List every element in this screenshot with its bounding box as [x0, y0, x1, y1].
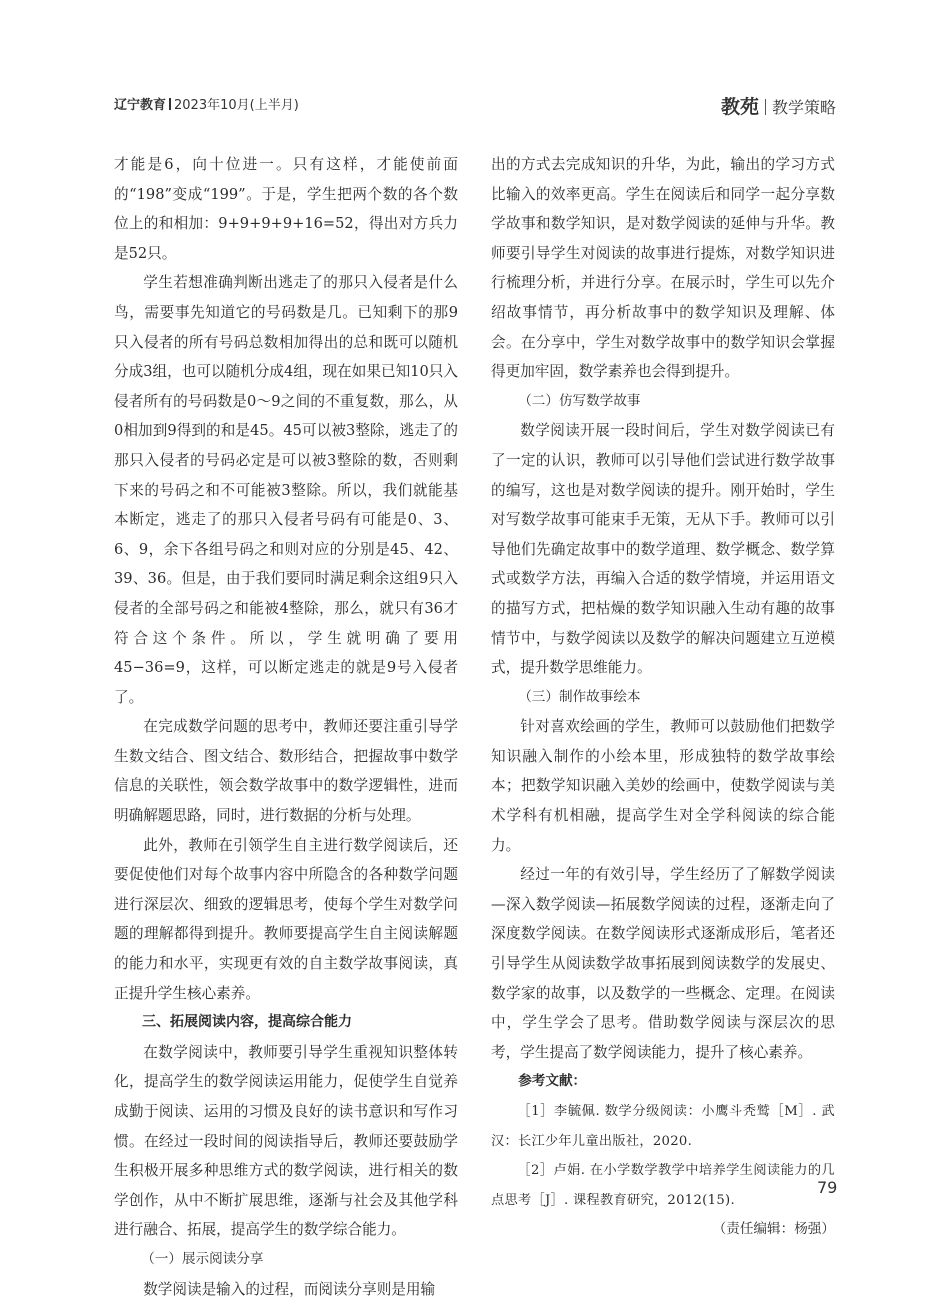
- paragraph: 数学阅读开展一段时间后，学生对数学阅读已有了一定的认识，教师可以引导他们尝试进行数学故事的编写，这也是对数学阅读的提升。刚开始时，学生对写数学故事可能束手无策，无从下手。教师可以引导他们先确定故事中的数学道理、数学概念、数学算式或数学方法，再编入合适的数学情境，并运用语文的描写方式，把枯燥的数学知识融入生动有趣的故事情节中，与数学阅读以及数学的解决问题建立互逆模式，提升数学思维能力。: [491, 422, 835, 677]
- subsection-heading: （三）制作故事绘本: [518, 688, 641, 705]
- paragraph: 数学阅读是输入的过程，而阅读分享则是用输: [143, 1280, 436, 1298]
- section-divider: [765, 99, 766, 115]
- paragraph: 在数学阅读中，教师要引导学生重视知识整体转化，提高学生的数学阅读运用能力，促使学生自觉养成勤于阅读、运用的习惯及良好的读书意识和写作习惯。在经过一段时间的阅读指导后，教师还要鼓励学生积极开展多种思维方式的数学阅读，进行相关的数学创作，从中不断扩展思维，逐渐与社会及其他学科进行融合、拓展，提高学生的数学综合能力。: [114, 1043, 458, 1239]
- references-heading: 参考文献：: [518, 1073, 587, 1090]
- paragraph: 针对喜欢绘画的学生，教师可以鼓励他们把数学知识融入制作的小绘本里，形成独特的数学故事绘本；把数学知识融入美妙的绘画中，使数学阅读与美术学科有机相融，提高学生对全学科阅读的综合能力。: [491, 718, 835, 854]
- section-heading: 三、拓展阅读内容，提高综合能力: [142, 1014, 352, 1031]
- right-column: [491, 150, 838, 1245]
- section-main: 教苑: [720, 96, 759, 118]
- paragraph: 才能是6，向十位进一。只有这样，才能使前面的“198”变成“199”。于是，学生把两个数的各个数位上的和相加：9+9+9+9+16=52，得出对方兵力是52只。: [114, 156, 458, 262]
- reference-item: ［1］李毓佩. 数学分级阅读：小鹰斗秃鹫［M］. 武汉：长江少年儿童出版社，2020.: [491, 1104, 835, 1149]
- section-sub: 教学策略: [771, 98, 836, 117]
- section-header: [721, 92, 836, 119]
- journal-header: [114, 94, 299, 113]
- header-divider: [169, 98, 171, 110]
- subsection-heading: （二）仿写数学故事: [518, 392, 641, 409]
- page-number: 79: [817, 1178, 838, 1197]
- paragraph: 经过一年的有效引导，学生经历了了解数学阅读—深入数学阅读—拓展数学阅读的过程，逐渐走向了深度数学阅读。在数学阅读形式逐渐成形后，笔者还引导学生从阅读数学故事拓展到阅读数学的发展史、数学家的故事，以及数学的一些概念、定理。在阅读中，学生学会了思考。借助数学阅读与深层次的思考，学生提高了数学阅读能力，提升了核心素养。: [491, 866, 835, 1061]
- paragraph: 学生若想准确判断出逃走了的那只入侵者是什么鸟，需要事先知道它的号码数是几。已知剩下的那9只入侵者的所有号码总数相加得出的总和既可以随机分成3组，也可以随机分成4组，现在如果已知10只入侵者所有的号码数是0～9之间的不重复数，那么，从0相加到9得到的和是45。45可以被3整除，逃走了的那只入侵者的号码必定是可以被3整除的数，否则剩下来的号码之和不可能被3整除。所以，我们就能基本断定，逃走了的那只入侵者号码有可能是0、3、6、9，余下各组号码之和则对应的分别是45、42、39、36。但是，由于我们要同时满足剩余这组9只入侵者的全部号码之和能被4整除，那么，就只有36才符合这个条件。所以，学生就明确了要用45−36=9，这样，可以断定逃走的就是9号入侵者了。: [114, 274, 458, 706]
- paragraph: 出的方式去完成知识的升华，为此，输出的学习方式比输入的效率更高。学生在阅读后和同学一起分享数学故事和数学知识，是对数学阅读的延伸与升华。教师要引导学生对阅读的故事进行提炼，对数学知识进行梳理分析，并进行分享。在展示时，学生可以先介绍故事情节，再分析故事中的数学知识及理解、体会。在分享中，学生对数学故事中的数学知识会掌握得更加牢固，数学素养也会得到提升。: [491, 156, 835, 381]
- paragraph: 此外，教师在引领学生自主进行数学阅读后，还要促使他们对每个故事内容中所隐含的各种数学问题进行深层次、细致的逻辑思考，使每个学生对数学问题的理解都得到提升。教师要提高学生自主阅读解题的能力和水平，实现更有效的自主数学故事阅读，真正提升学生核心素养。: [114, 836, 458, 1002]
- issue-date: 2023年10月(上半月): [174, 98, 299, 113]
- paragraph: 在完成数学问题的思考中，教师还要注重引导学生数文结合、图文结合、数形结合，把握故事中数学信息的关联性，领会数学故事中的数学逻辑性，进而明确解题思路，同时，进行数据的分析与处理。: [114, 718, 458, 825]
- subsection-heading: （一）展示阅读分享: [141, 1250, 264, 1267]
- left-column: [114, 150, 458, 1304]
- editor-credit: （责任编辑：杨强）: [712, 1221, 835, 1238]
- journal-name: 辽宁教育: [114, 98, 167, 113]
- reference-item: ［2］卢娟. 在小学数学教学中培养学生阅读能力的几点思考［J］. 课程教育研究，2012(15).: [491, 1163, 835, 1208]
